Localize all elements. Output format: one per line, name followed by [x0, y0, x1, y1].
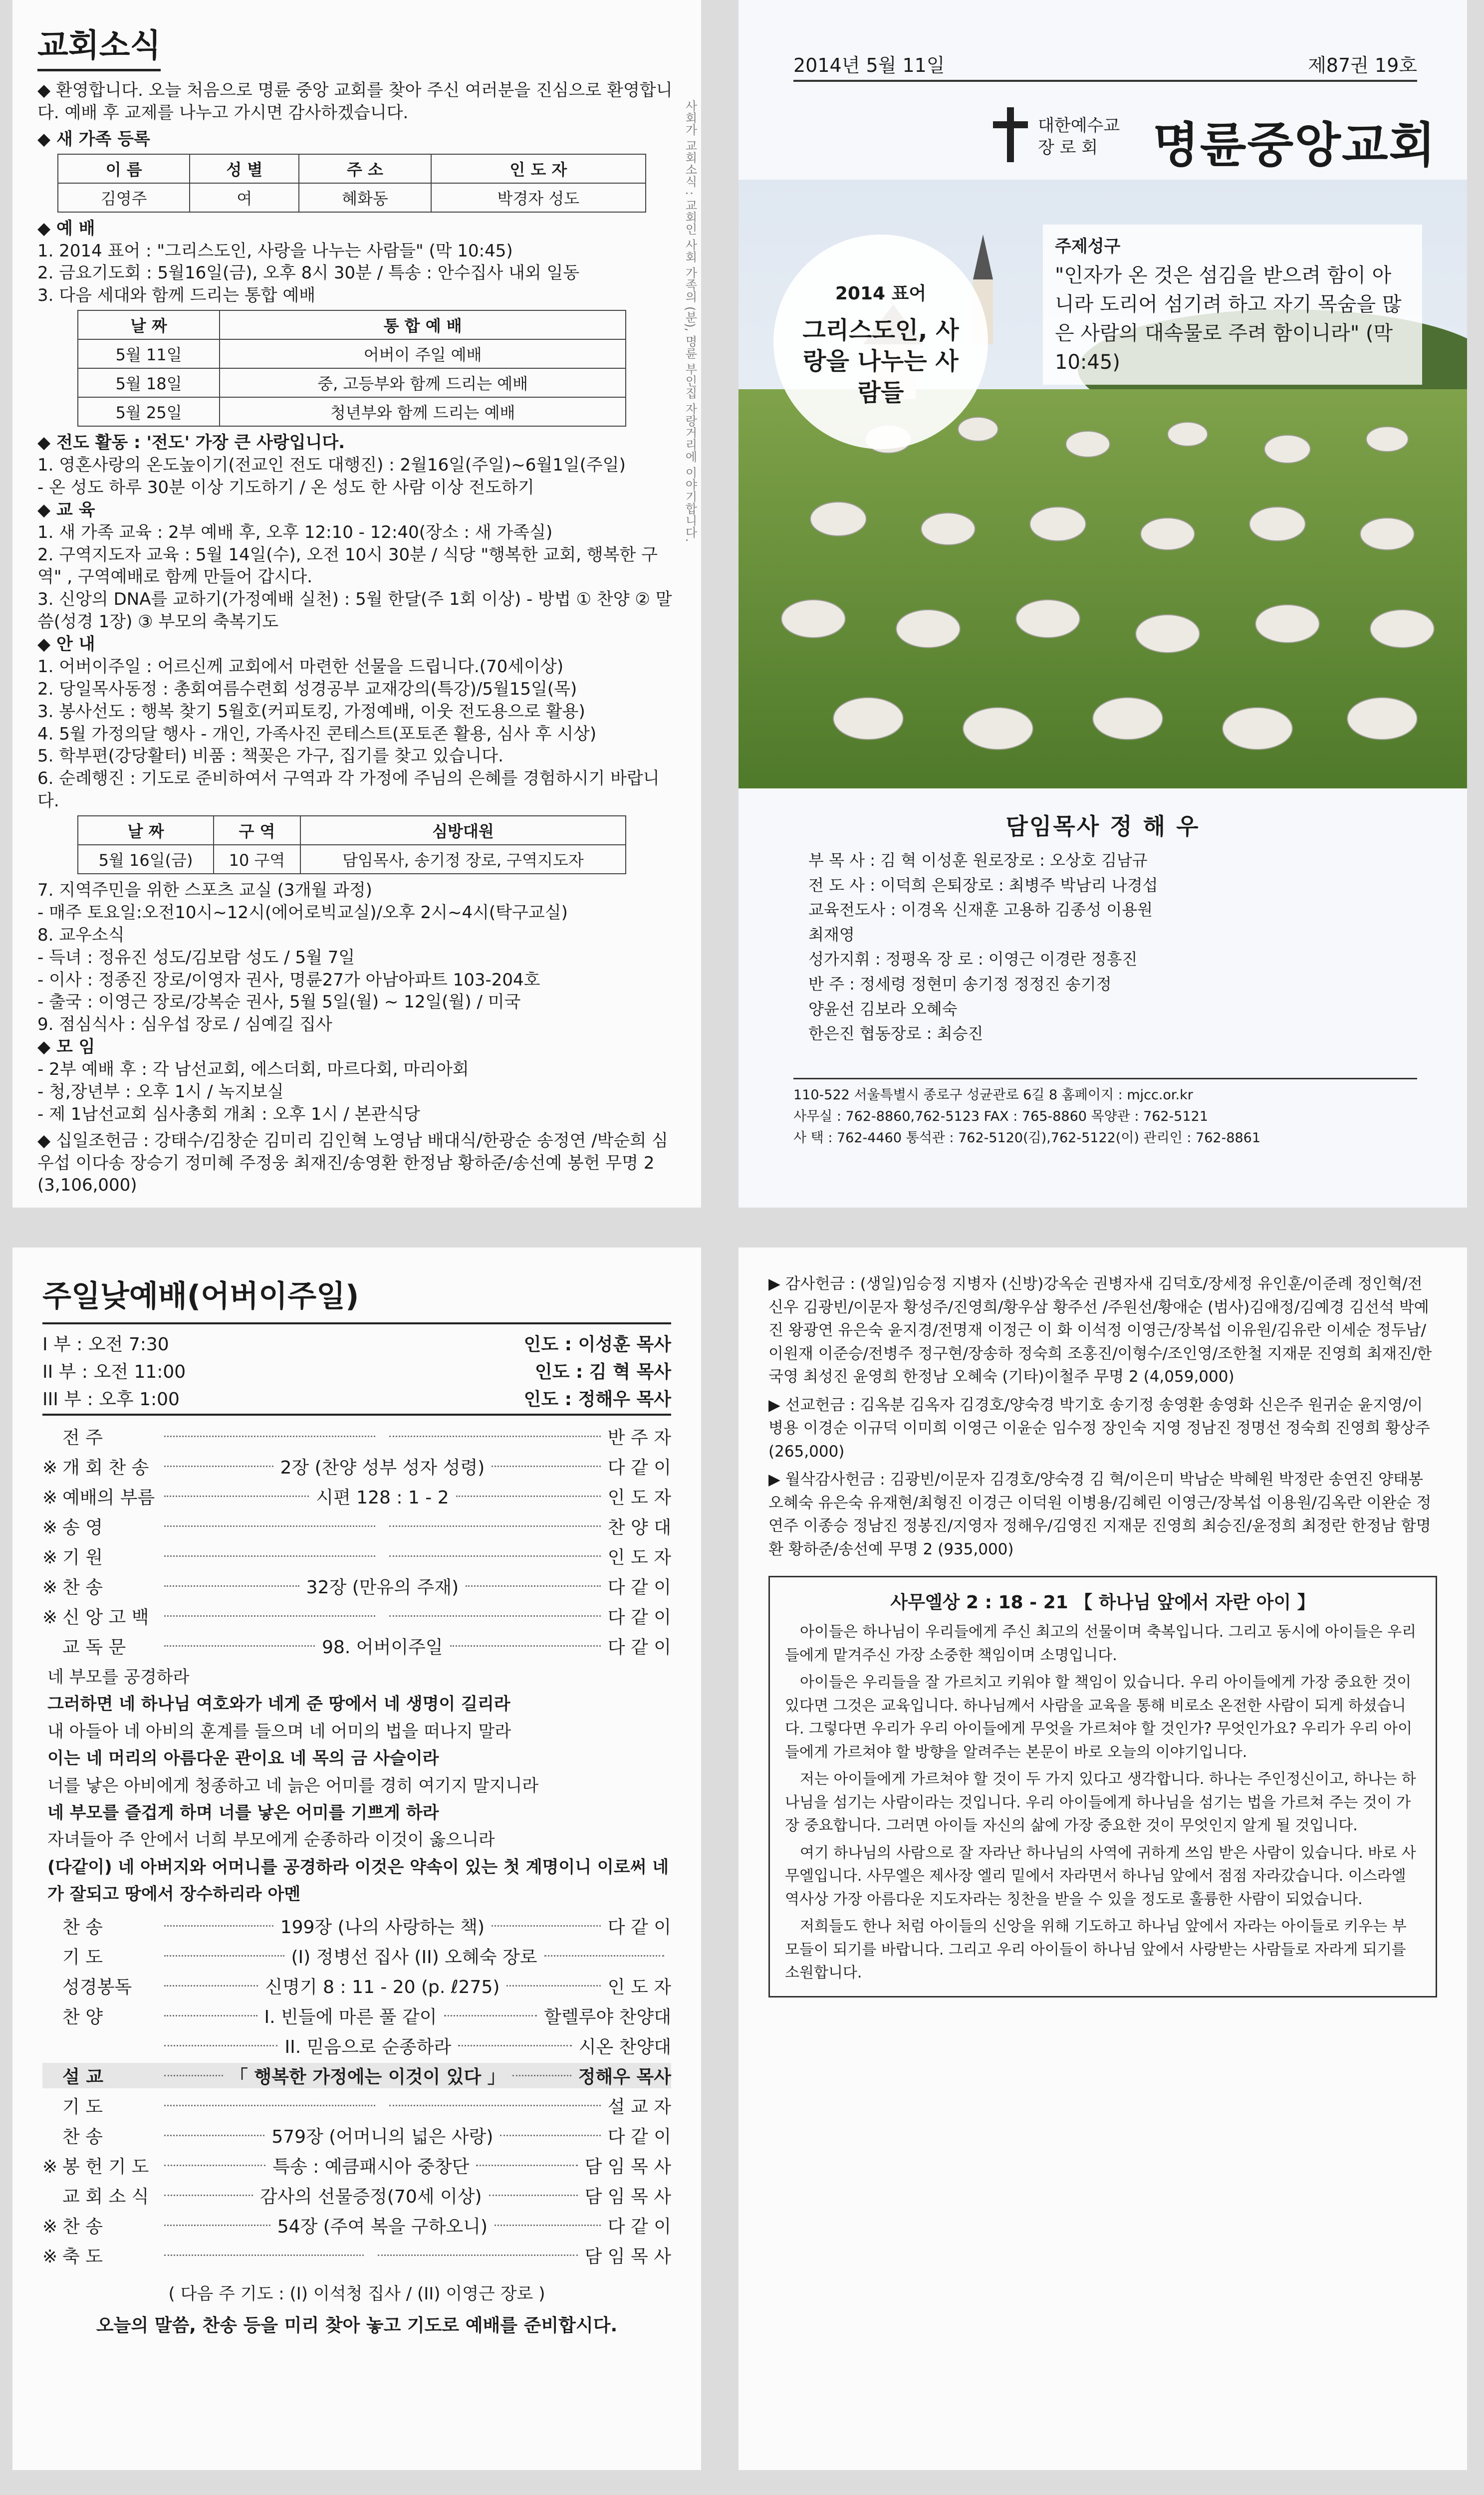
standing-mark: ※ — [42, 1547, 58, 1568]
order-item-person: 인 도 자 — [607, 1488, 672, 1508]
staff-line: 반 주 : 정세령 정현미 송기정 정정진 송기정 — [808, 974, 1112, 994]
news-item: 2. 금요기도회 : 5월16일(금), 오후 8시 30분 / 특송 : 안수집사 내외 일동 — [37, 263, 580, 283]
order-item-person: 반 주 자 — [607, 1428, 671, 1448]
order-item-label: 봉 헌 기 도 — [62, 2156, 149, 2177]
standing-mark: ※ — [42, 1607, 58, 1628]
reading-line: 이는 네 머리의 아름다운 관이요 네 목의 금 사슬이라 — [47, 1748, 439, 1769]
essay-paragraph: 아이들은 하나님이 우리들에게 주신 최고의 선물이며 축복입니다. 그리고 동시에 아이들은 우리들에게 맡겨주신 가장 소중한 책임이며 소명입니다. — [785, 1623, 1417, 1664]
newcomer-cell: 김영주 — [58, 183, 190, 212]
visitation-table — [77, 815, 626, 874]
theme-verse-label: 주제성구 — [1055, 237, 1121, 256]
order-row — [42, 2153, 671, 2178]
worship-header: 통 합 예 배 — [220, 310, 626, 339]
newcomer-header: 인 도 자 — [431, 154, 646, 183]
reading-line: 그러하면 네 하나님 여호와가 네게 준 땅에서 네 생명이 길리라 — [47, 1694, 510, 1715]
motto-badge — [773, 235, 988, 449]
news-item: - 제 1남선교회 심사총회 개최 : 오후 1시 / 본관식당 — [37, 1104, 420, 1124]
sunday-worship-title: 주일낮예배(어버이주일) — [42, 1279, 359, 1314]
order-item-label: 기 도 — [62, 2096, 103, 2117]
order-item-label: 송 영 — [62, 1517, 103, 1538]
theme-verse-text: "인자가 온 것은 섬김을 받으려 함이 아니라 도리어 섬기려 하고 자기 목숨을 많은 사람의 대속물로 주려 함이니라" (막10:45) — [1055, 264, 1402, 374]
visit-cell: 담임목사, 송기정 장로, 구역지도자 — [300, 845, 626, 874]
news-item: 3. 신앙의 DNA를 교하기(가정예배 실천) : 5월 한달(주 1회 이상) - 방법 ① 찬양 ② 말씀(성경 1장) ③ 부모의 축복기도 — [37, 589, 672, 632]
order-row — [42, 1454, 671, 1479]
responsive-reading — [47, 1664, 671, 1908]
news-item: - 매주 토요일:오전10시~12시(에어로빅교실)/오후 2시~4시(탁구교실) — [37, 902, 568, 923]
order-item-label: 찬 송 — [62, 2216, 103, 2237]
order-item-person: 다 같 이 — [607, 1607, 671, 1628]
order-item-detail: 신명기 8 : 11 - 20 (p. ℓ275) — [265, 1977, 500, 1997]
newcomer-cell: 여 — [190, 183, 299, 212]
news-item: 3. 다음 세대와 함께 드리는 통합 예배 — [37, 285, 316, 306]
order-row — [42, 1603, 671, 1629]
order-item-person: 다 같 이 — [607, 1458, 672, 1478]
essay-paragraph: 아이들은 우리들을 잘 가르치고 키워야 할 책임이 있습니다. 우리 아이들에게 가장 중요한 것이 있다면 그것은 교육입니다. 하나님께서 사람을 교육을 통해 비로소 온전한 사람이 되게 하셨습니다. 그렇다면 우리가 우리 아이들에게 무엇을 가르쳐야 할 것인가? 무엇인가요? 우리가 우리 아이들에게 가르쳐야 할 방향을 알려주는 본문이 바로 오늘의 이야기입니다. — [785, 1674, 1413, 1761]
order-item-label: 설 교 — [62, 2066, 104, 2087]
visit-header: 심방대원 — [300, 816, 626, 845]
staff-list — [808, 848, 1417, 1046]
worship-cell: 청년부와 함께 드리는 예배 — [220, 397, 626, 426]
news-evangelism: ◆ 전도 활동 : '전도' 가장 큰 사랑입니다. — [37, 433, 345, 453]
service-leader: 인도 : 이성훈 목사 — [523, 1334, 671, 1355]
worship-cell: 어버이 주일 예배 — [220, 339, 626, 368]
service-time: II 부 : 오전 11:00 — [42, 1362, 186, 1382]
bulletin-volume: 제87권 19호 — [1308, 54, 1417, 76]
reading-line: 너를 낳은 아비에게 청종하고 네 늙은 어미를 경히 여기지 말지니라 — [47, 1775, 539, 1796]
news-item: - 이사 : 정종진 장로/이영자 권사, 명륜27가 아남아파트 103-204호 — [37, 970, 540, 990]
order-item-person: 담 임 목 사 — [584, 2156, 672, 2177]
order-item-detail: 199장 (나의 사랑하는 책) — [280, 1917, 485, 1938]
contact-info — [793, 1078, 1417, 1149]
order-item-detail: 특송 : 예큼패시아 중창단 — [272, 2156, 470, 2177]
news-item: - 출국 : 이영근 장로/강복순 권사, 5월 5일(월) ~ 12일(월) / 미국 — [37, 992, 521, 1012]
standing-mark: ※ — [42, 1488, 58, 1508]
order-item-label: 신 앙 고 백 — [62, 1607, 149, 1628]
visit-cell: 5월 16일(금) — [78, 845, 214, 874]
news-notice-heading: ◆ 안 내 — [37, 634, 95, 654]
order-item-label: 성경봉독 — [62, 1977, 132, 1997]
staff-line: 최재영 — [808, 925, 855, 944]
order-row — [42, 2093, 671, 2118]
cross-logo — [993, 107, 1028, 162]
order-item-person: 다 같 이 — [607, 2216, 671, 2237]
news-item: 1. 새 가족 교육 : 2부 예배 후, 오후 12:10 - 12:40(장소 : 새 가족실) — [37, 522, 553, 542]
order-item-person: 시온 찬양대 — [578, 2036, 672, 2057]
reading-line: 네 부모를 공경하라 — [47, 1667, 190, 1687]
service-leader: 인도 : 김 혁 목사 — [534, 1362, 671, 1382]
order-item-person: 다 같 이 — [607, 1917, 671, 1938]
church-name: 명륜중앙교회 — [1153, 117, 1437, 173]
order-item-detail: 98. 어버이주일 — [322, 1637, 443, 1658]
order-item-label: 개 회 찬 송 — [62, 1458, 149, 1478]
news-item: 2. 구역지도자 교육 : 5월 14일(수), 오전 10시 30분 / 식당 "행복한 교회, 행복한 구역" , 구역예배로 함께 만들어 갑시다. — [37, 544, 658, 587]
order-item-person: 설 교 자 — [607, 2096, 671, 2117]
order-item-person: 다 같 이 — [607, 1637, 672, 1658]
worship-cell: 5월 25일 — [78, 397, 220, 426]
church-news-title: 교회소식 — [37, 20, 161, 71]
motto-text: 그리스도인, 사랑을 나누는 사람들 — [802, 316, 959, 407]
staff-line: 부 목 사 : 김 혁 이성훈 원로장로 : 오상호 김남규 — [808, 851, 1148, 870]
order-item-label: 기 도 — [62, 1947, 103, 1968]
order-item-label: 찬 송 — [62, 2126, 103, 2147]
worship-order-part2 — [42, 1913, 671, 2268]
staff-line: 성가지휘 : 정평옥 장 로 : 이영근 이경란 정흥진 — [808, 950, 1138, 969]
panel-offerings — [739, 1248, 1467, 2470]
contact-line: 110-522 서울특별시 종로구 성균관로 6길 8 홈페이지 : mjcc.or.kr — [793, 1087, 1193, 1103]
news-worship-heading: ◆ 예 배 — [37, 218, 95, 239]
standing-mark: ※ — [42, 2156, 58, 2177]
essay-paragraph: 저희들도 한나 처럼 아이들의 신앙을 위해 기도하고 하나님 앞에서 자라는 아이들로 키우는 부모들이 되기를 바랍니다. 그리고 우리 아이들이 하나님 앞에서 사랑받는 사람들로 자라게 되기를 소원합니다. — [785, 1918, 1407, 1982]
news-item: 1. 영혼사랑의 온도높이기(전교인 전도 대행진) : 2월16일(주일)~6월1일(주일) — [37, 455, 626, 475]
order-item-person: 다 같 이 — [607, 1577, 672, 1598]
order-row — [42, 1633, 671, 1659]
order-item-detail: 시편 128 : 1 - 2 — [316, 1488, 449, 1508]
newcomer-cell: 박경자 성도 — [431, 183, 646, 212]
worship-header: 날 짜 — [78, 310, 220, 339]
order-row — [42, 2033, 671, 2058]
order-item-label: 교 독 문 — [62, 1637, 126, 1658]
worship-order-part1 — [42, 1424, 671, 1659]
next-week-prayer: ( 다음 주 기도 : (I) 이석청 집사 / (II) 이영근 장로 ) — [168, 2283, 545, 2304]
order-row — [42, 2213, 671, 2238]
service-time: I 부 : 오전 7:30 — [42, 1334, 169, 1355]
news-welcome: ◆ 환영합니다. 오늘 처음으로 명륜 중앙 교회를 찾아 주신 여러분을 진심으로 환영합니다. 예배 후 교제를 나누고 가시면 감사하겠습니다. — [37, 80, 673, 123]
service-time: III 부 : 오후 1:00 — [42, 1389, 180, 1410]
order-row — [42, 2183, 671, 2208]
order-row — [42, 2243, 671, 2268]
order-row — [42, 2003, 671, 2028]
order-item-detail: 감사의 선물증정(70세 이상) — [260, 2186, 482, 2207]
news-item: 9. 점심식사 : 심우섭 장로 / 심예길 집사 — [37, 1014, 332, 1035]
order-item-person: 찬 양 대 — [607, 1517, 671, 1538]
news-item: 1. 2014 표어 : "그리스도인, 사랑을 나누는 사람들" (막 10:45) — [37, 241, 513, 261]
order-item-detail: I. 빈들에 마른 풀 같이 — [264, 2006, 437, 2027]
standing-mark: ※ — [42, 2246, 58, 2267]
panel-sunday-worship — [12, 1248, 701, 2470]
news-item: - 온 성도 하루 30분 이상 기도하기 / 온 성도 한 사람 이상 전도하기 — [37, 477, 534, 498]
senior-pastor: 담임목사 정 해 우 — [1005, 813, 1200, 840]
staff-line: 양윤선 김보라 오혜숙 — [808, 999, 958, 1018]
order-row — [42, 1913, 671, 1939]
standing-mark: ※ — [42, 1517, 58, 1538]
news-item: 6. 순례행진 : 기도로 준비하여서 구역과 각 가정에 주님의 은혜를 경험하시기 바랍니다. — [37, 768, 660, 811]
panel-cover — [739, 0, 1467, 1208]
order-item-detail: 579장 (어머니의 넓은 사랑) — [271, 2126, 494, 2147]
contact-line: 사무실 : 762-8860,762-5123 FAX : 765-8860 목양관 : 762-5121 — [793, 1109, 1209, 1125]
vertical-note: 사회가 교회소식 : 교회인 사회 가족의 (분), 명륜 부인집 자랑거리에 이야기합니다. — [683, 100, 697, 542]
panel-church-news — [12, 0, 701, 1208]
essay-paragraph: 저는 아이들에게 가르쳐야 할 것이 두 가지 있다고 생각합니다. 하나는 주인정신이고, 하나는 하나님을 섬기는 사람이라는 것입니다. 우리 아이들에게 하나님을 섬기는 법을 가르쳐 주는 것이 가장 중요합니다. 그러면 아이들 자신의 삶에 가장 중요한 것이 무엇인지 알게 될 것입니다. — [785, 1770, 1416, 1834]
order-item-person: 담 임 목 사 — [584, 2186, 672, 2207]
newcomer-header: 이 름 — [58, 154, 190, 183]
visit-cell: 10 구역 — [214, 845, 300, 874]
order-item-person: 정해우 목사 — [578, 2066, 671, 2087]
order-item-detail: II. 믿음으로 순종하라 — [284, 2036, 452, 2057]
order-item-person: 다 같 이 — [607, 2126, 671, 2147]
staff-line: 한은진 협동장로 : 최승진 — [808, 1024, 984, 1043]
order-row — [42, 2123, 671, 2148]
reading-line: 자녀들아 주 안에서 너희 부모에게 순종하라 이것이 옳으니라 — [47, 1830, 495, 1850]
denomination-line1: 대한예수교 — [1038, 116, 1120, 136]
staff-line: 교육전도사 : 이경옥 신재훈 고용하 김종성 이용원 — [808, 900, 1153, 920]
newcomer-table — [57, 154, 646, 213]
service-leader: 인도 : 정해우 목사 — [523, 1389, 671, 1410]
news-newcomer-heading: ◆ 새 가족 등록 — [37, 129, 150, 149]
news-item: 5. 학부편(강당활터) 비품 : 책꽂은 가구, 집기를 찾고 있습니다. — [37, 746, 503, 766]
order-item-label: 기 원 — [62, 1547, 103, 1568]
order-item-label: 축 도 — [62, 2246, 103, 2267]
order-row — [42, 1943, 671, 1969]
order-row — [42, 1973, 671, 1998]
monthly-offering: ▶ 월삭감사헌금 : 김광빈/이문자 김경호/양숙경 김 혁/이은미 박남순 박혜원 박정란 송연진 양태봉 오혜숙 유은숙 유재현/최형진 이경근 이덕원 이병용/김혜린 이영근/장복섭 이용원/김옥란 이완순 정연주 이종승 정남진 정봉진/지영자 정해우/김영진 지재문 진영희 최승진/윤정희 최정란 한정남 함명환 황하준/송선예 무명 2 (935,000) — [768, 1471, 1432, 1558]
preparation-footer: 오늘의 말씀, 찬송 등을 미리 찾아 놓고 기도로 예배를 준비합시다. — [96, 2315, 618, 2336]
worship-cell: 중, 고등부와 함께 드리는 예배 — [220, 368, 626, 397]
news-item: 3. 봉사선도 : 행복 찾기 5월호(커피토킹, 가정예배, 이웃 전도용으로 활용) — [37, 701, 585, 722]
order-item-detail: (I) 정병선 집사 (II) 오혜숙 장로 — [291, 1947, 537, 1968]
news-item: - 득녀 : 정유진 성도/김보람 성도 / 5월 7일 — [37, 947, 355, 968]
order-row — [42, 2063, 671, 2088]
order-row — [42, 1424, 671, 1449]
news-meeting-heading: ◆ 모 임 — [37, 1037, 95, 1057]
news-education-heading: ◆ 교 육 — [37, 499, 95, 520]
newcomer-header: 주 소 — [299, 154, 431, 183]
order-item-detail: 54장 (주여 복을 구하오니) — [277, 2216, 488, 2237]
reading-line: (다같이) 네 아버지와 어머니를 공경하라 이것은 약속이 있는 첫 계명이니 이로써 네가 잘되고 땅에서 장수하리라 아멘 — [47, 1857, 669, 1905]
order-item-person: 인 도 자 — [607, 1547, 671, 1568]
order-item-detail: 「 행복한 가정에는 이것이 있다 」 — [230, 2066, 505, 2087]
news-item: 7. 지역주민을 위한 스포츠 교실 (3개월 과정) — [37, 880, 372, 900]
order-item-label: 전 주 — [62, 1428, 103, 1448]
news-tithe: ◆ 십일조헌금 : 강태수/김창순 김미리 김인혁 노영남 배대식/한광순 송정연 /박순희 심우섭 이다송 장승기 정미혜 주정웅 최재진/송영환 한정남 황하준/송선예 봉헌 무명 2 (3,106,000) — [37, 1130, 668, 1196]
worship-cell: 5월 11일 — [78, 339, 220, 368]
staff-line: 전 도 사 : 이덕희 은퇴장로 : 최병주 박남리 나경섭 — [808, 875, 1158, 895]
order-item-detail: 2장 (찬양 성부 성자 성령) — [280, 1458, 485, 1478]
essay-title: 사무엘상 2 : 18 - 21 【 하나님 앞에서 자란 아이 】 — [890, 1592, 1315, 1613]
worship-cell: 5월 18일 — [78, 368, 220, 397]
order-item-person: 인 도 자 — [607, 1977, 672, 1997]
news-item: 1. 어버이주일 : 어르신께 교회에서 마련한 선물을 드립니다.(70세이상) — [37, 656, 564, 677]
reading-line: 내 아들아 네 아비의 훈계를 들으며 네 어미의 법을 떠나지 말라 — [47, 1721, 511, 1742]
news-item: - 청,장년부 : 오후 1시 / 녹지보실 — [37, 1081, 284, 1102]
newcomer-cell: 혜화동 — [299, 183, 431, 212]
news-item: - 2부 예배 후 : 각 남선교회, 에스더회, 마르다회, 마리아회 — [37, 1059, 469, 1079]
order-item-label: 찬 송 — [62, 1577, 103, 1598]
contact-line: 사 택 : 762-4460 통석관 : 762-5120(김),762-5122(이) 관리인 : 762-8861 — [793, 1130, 1261, 1146]
essay-paragraph: 여기 하나님의 사람으로 잘 자라난 하나님의 사역에 귀하게 쓰임 받은 사람이 있습니다. 바로 사무엘입니다. 사무엘은 제사장 엘리 밑에서 자라면서 하나님 앞에서 점점 자라갔습니다. 이스라엘 역사상 가장 아름다운 지도자라는 칭찬을 받을 수 있을 정도로 훌륭한 사람이 되었습니다. — [785, 1844, 1416, 1908]
order-item-label: 교 회 소 식 — [62, 2186, 149, 2207]
news-item: 2. 당일목사동정 : 총회여름수련회 성경공부 교재강의(특강)/5월15일(목) — [37, 679, 577, 699]
order-item-person: 할렐루야 찬양대 — [544, 2006, 671, 2027]
order-row — [42, 1573, 671, 1599]
joint-worship-table — [77, 310, 626, 427]
visit-header: 날 짜 — [78, 816, 214, 845]
sermon-essay-box — [768, 1576, 1437, 1997]
thanks-offering: ▶ 감사헌금 : (생일)임승정 지병자 (신방)강옥순 권병자새 김덕호/장세정 유인훈/이준례 정인혁/전신우 김광빈/이문자 황성주/진영희/황우삼 황주선 /주원선/황애순 (범사)김애정/김예경 김선석 박예진 왕광연 유은숙 윤지경/전명재 이정근 이 화 이석정 이영근/장복섭 이유원/김유란 이세순 정두남/이원재 이준승/전병주 정구현/장송하 정숙희 조홍진/이형수/조인영/조한철 지재문 진영희 최재진/한국영 최성진 윤영희 한정남 오혜숙 (기타)이철주 무명 2 (4,059,000) — [768, 1275, 1432, 1386]
news-item: 8. 교우소식 — [37, 925, 125, 945]
standing-mark: ※ — [42, 1458, 58, 1478]
order-item-label: 찬 양 — [62, 2006, 103, 2027]
order-item-label: 찬 송 — [62, 1917, 103, 1938]
order-row — [42, 1513, 671, 1539]
news-item: 4. 5월 가정의달 행사 - 개인, 가족사진 콘테스트(포토존 활용, 심사 후 시상) — [37, 724, 597, 744]
mission-offering: ▶ 선교헌금 : 김옥분 김옥자 김경호/양숙경 박기호 송기정 송영환 송영화 신은주 원귀순 윤지영/이병용 이경순 이규덕 이미희 이영근 이윤순 임수정 장인숙 지영 정남진 정명선 정숙희 진영희 황상주 (265,000) — [768, 1396, 1430, 1461]
order-item-person: 담 임 목 사 — [584, 2246, 671, 2267]
standing-mark: ※ — [42, 2216, 58, 2237]
visit-header: 구 역 — [214, 816, 300, 845]
denomination-line2: 장 로 회 — [1038, 138, 1098, 158]
standing-mark: ※ — [42, 1577, 58, 1598]
newcomer-header: 성 별 — [190, 154, 299, 183]
order-item-label: 예배의 부름 — [62, 1488, 155, 1508]
reading-line: 네 부모를 즐겁게 하며 너를 낳은 어미를 기쁘게 하라 — [47, 1802, 439, 1823]
order-row — [42, 1484, 671, 1509]
order-item-detail: 32장 (만유의 주재) — [306, 1577, 459, 1598]
order-row — [42, 1543, 671, 1569]
bulletin-date: 2014년 5월 11일 — [793, 54, 945, 76]
motto-year: 2014 표어 — [835, 283, 927, 304]
theme-verse-box — [1043, 225, 1422, 385]
